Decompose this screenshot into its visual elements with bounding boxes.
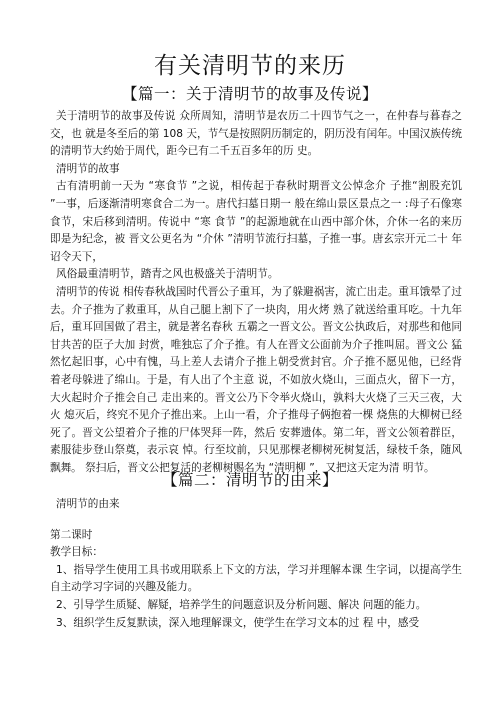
paragraph-custom: 风俗最重清明节，踏青之风也极盛关于清明节。: [56, 268, 279, 281]
paragraph-story-label: 清明节的故事: [56, 162, 120, 175]
part1-body: [50, 108, 462, 477]
part1-heading: 【篇一：关于清明节的故事及传说】: [121, 85, 378, 103]
part2-subtitle: 清明节的由来: [56, 498, 120, 510]
goal-item-1: 1、指导学生使用工具书或用联系上下文的方法，学习并理解本课 生字词，以提高学生自主动学习字词的兴趣及能力。: [50, 563, 462, 594]
part2-heading: 【篇二：清明节的由来】: [161, 471, 338, 489]
paragraph-intro: 关于清明节的故事及传说 众所周知，清明节是农历二十四节气之一，在仲春与暮春之交，也 就是冬至后的第 108 天，节气是按照阴历制定的，阴历没有闰年。中国汉族传统的清明节大约始于周代，距今已有二千五百多年的历 史。: [50, 110, 462, 158]
lesson-label: 第二课时: [50, 528, 93, 541]
paragraph-cold-food: 古有清明前一天为 “寒食节 ”之说，相传起于春秋时期晋文公悼念介 子推“割股充饥 ”一事，后逐渐清明寒食合二为一。唐代扫墓日期一 般在绵山景区景点之一 :母子石像寒食节，宋后移到清明。传说中 “寒 食节 ”的起源地就在山西中部介休，介休一名的来历即是为纪念，被 晋文公更名为 “介休 ”清明节流行扫墓，子推一事。唐玄宗开元二十 年诏令天下，: [50, 180, 462, 263]
part2-body: [50, 496, 462, 632]
paragraph-legend: 清明节的传说 相传春秋战国时代晋公子重耳，为了躲避祸害，流亡出走。重耳饿晕了过去。介子推为了救重耳，从自己腿上割下了一块肉，用火烤 熟了就送给重耳吃。十九年后，重耳回国做了君主，就是著名春秋 五霸之一晋文公。晋文公执政后，对那些和他同甘共苦的臣子大加 封赏，唯独忘了介子推。有人在晋文公面前为介子推叫屈。晋文公 猛然忆起旧事，心中有愧，马上差人去请介子推上朝受赏封官。介子推不愿见他，已经背着老母躲进了绵山。于是，有人出了个主意 说，不如放火烧山，三面点火，留下一方，大火起时介子推会自己 走出来的。晋文公乃下令举火烧山，孰料大火烧了三天三夜，大火 熄灭后，终究不见介子推出来。上山一看，介子推母子俩抱着一棵 烧焦的大柳树已经死了。晋文公望着介子推的尸体哭拜一阵，然后 安葬遗体。第二年，晋文公领着群臣，素服徒步登山祭奠，表示哀 悼。行至坟前，只见那棵老柳树死树复活，绿枝千条，随风飘舞。 祭扫后，晋文公把复活的老柳树赐名为 “清明柳 ”，又把这天定为清 明节。: [50, 285, 462, 474]
goals-label: 教学目标：: [50, 546, 103, 559]
document-title: 有关清明节的来历: [154, 53, 346, 79]
goal-item-3: 3、组织学生反复默读，深入地理解课文，使学生在学习文本的过 程 中，感受: [56, 616, 420, 629]
spacer: [50, 514, 462, 527]
goal-item-2: 2、引导学生质疑、解疑，培养学生的问题意识及分析问题、解决 问题的能力。: [56, 598, 427, 611]
